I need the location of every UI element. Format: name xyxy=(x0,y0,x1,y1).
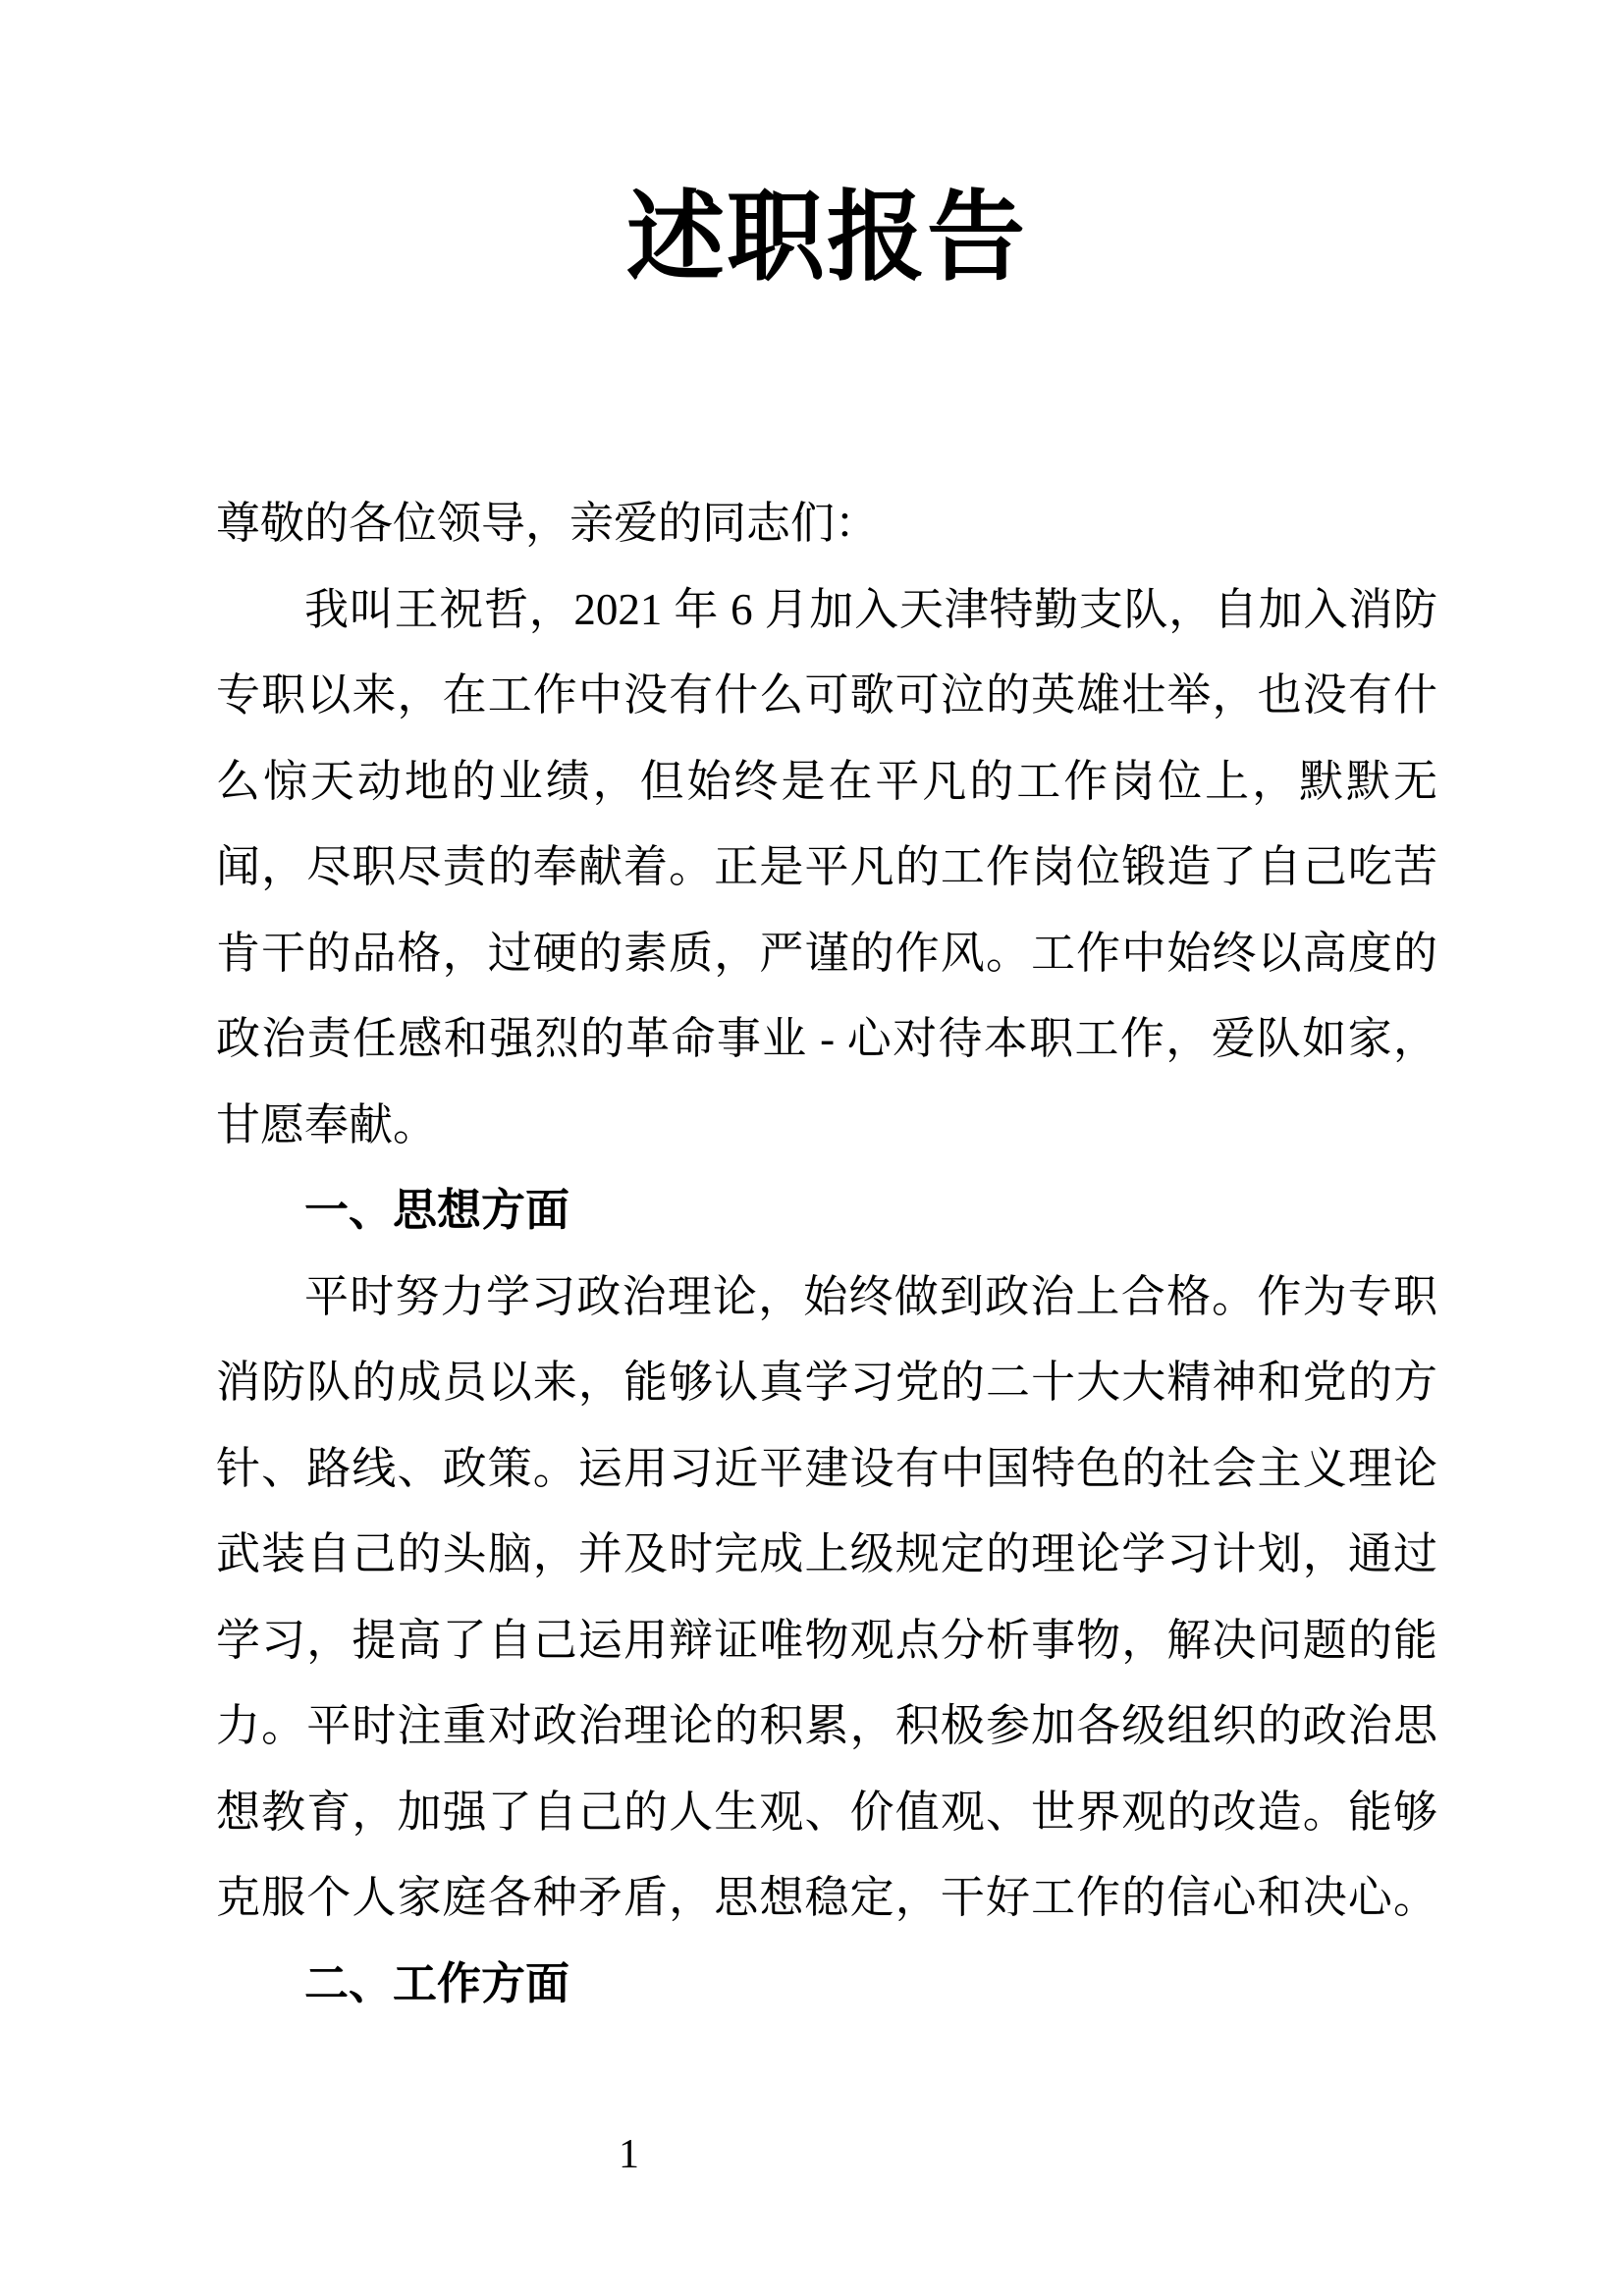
page-footer xyxy=(216,2125,1437,2184)
body-line: 平时努力学习政治理论，始终做到政治上合格。作为专职 xyxy=(304,1271,1437,1321)
body-line: 想教育，加强了自己的人生观、价值观、世界观的改造。能够 xyxy=(216,1787,1437,1837)
body-line: 力。平时注重对政治理论的积累，积极参加各级组织的政治思 xyxy=(216,1701,1437,1750)
body-line: 肯干的品格，过硬的素质，严谨的作风。工作中始终以高度的 xyxy=(216,928,1437,978)
body-line: 针、路线、政策。运用习近平建设有中国特色的社会主义理论 xyxy=(216,1443,1437,1493)
section-heading-1: 一、思想方面 xyxy=(304,1186,570,1235)
section-heading-2: 二、工作方面 xyxy=(304,1958,570,2008)
body-line: 武装自己的头脑，并及时完成上级规定的理论学习计划，通过 xyxy=(216,1529,1437,1578)
body-line: 闻，尽职尽责的奉献着。正是平凡的工作岗位锻造了自己吃苦 xyxy=(216,842,1437,891)
body-line: 学习，提高了自己运用辩证唯物观点分析事物，解决问题的能 xyxy=(216,1615,1437,1665)
body-line: 甘愿奉献。 xyxy=(216,1099,438,1149)
body-line: 政治责任感和强烈的革命事业 - 心对待本职工作，爱队如家， xyxy=(216,1014,1437,1063)
body-line: 消防队的成员以来，能够认真学习党的二十大大精神和党的方 xyxy=(216,1358,1437,1407)
body-line: 专职以来，在工作中没有什么可歌可泣的英雄壮举，也没有什 xyxy=(216,670,1437,720)
salutation-line: 尊敬的各位领导，亲爱的同志们： xyxy=(216,499,880,548)
body-line: 克服个人家庭各种矛盾，思想稳定，干好工作的信心和决心。 xyxy=(216,1873,1437,1922)
page-number: 1 xyxy=(619,2132,639,2177)
document-body xyxy=(216,481,1437,2027)
document-title: 述职报告 xyxy=(626,184,1027,293)
body-line: 我叫王祝哲，2021 年 6 月加入天津特勤支队，自加入消防 xyxy=(304,584,1437,634)
body-line: 么惊天动地的业绩，但始终是在平凡的工作岗位上，默默无 xyxy=(216,756,1437,806)
